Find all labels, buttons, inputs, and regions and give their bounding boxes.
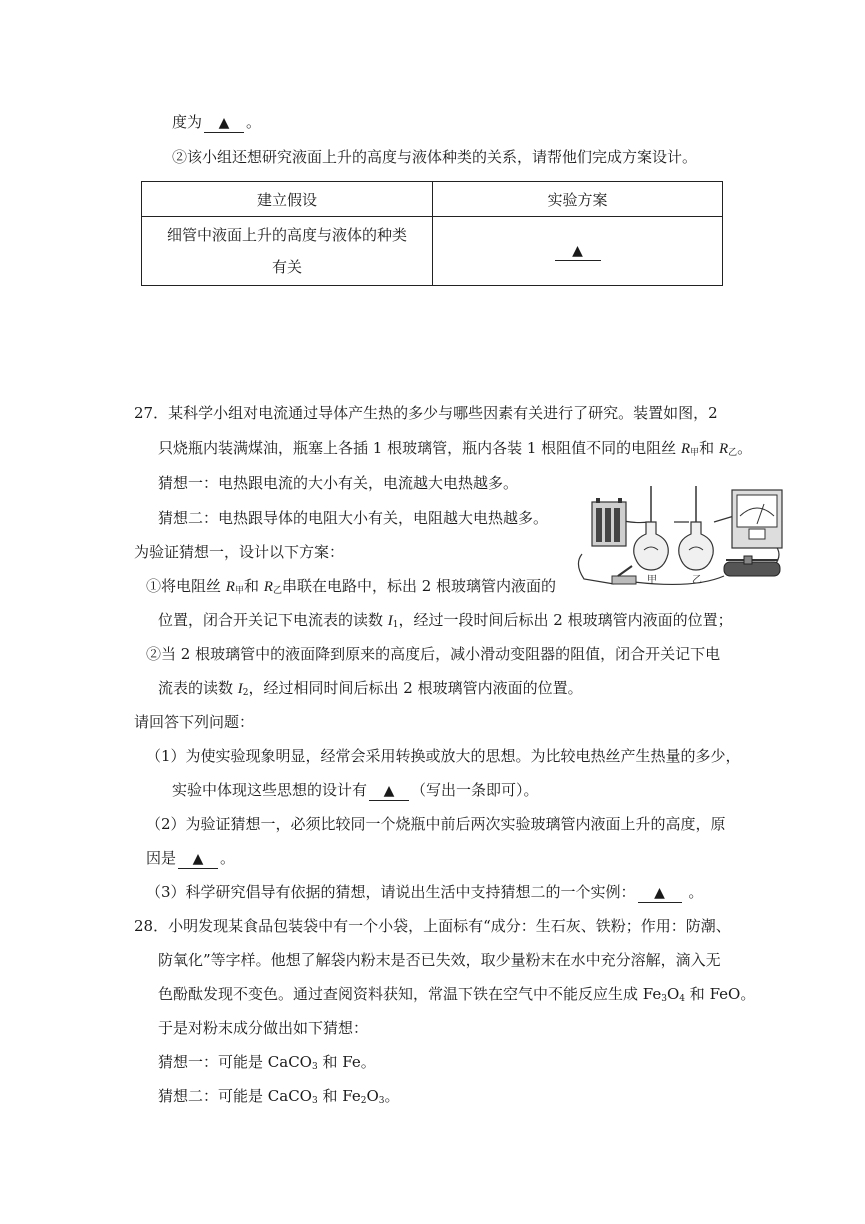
q27-part3: （3）科学研究倡导有依据的猜想，请说出生活中支持猜想二的一个实例： ▲ 。 xyxy=(146,883,704,901)
q28-stem-line4: 于是对粉末成分做出如下猜想： xyxy=(158,1019,369,1037)
q28-stem-line3: 色酚酞发现不变色。通过查阅资料获知，常温下铁在空气中不能反应生成 $Fe_3O_4$ 和 FeO。 xyxy=(158,985,756,1004)
answer-blank[interactable]: ▲ xyxy=(369,781,409,801)
hypothesis-table xyxy=(141,181,723,286)
q27-guess1: 猜想一：电热跟电流的大小有关，电流越大电热越多。 xyxy=(158,474,519,492)
q27-step1: ①将电阻丝 $R_甲$和 $R_乙$串联在电路中，标出 2 根玻璃管内液面的 xyxy=(146,577,557,596)
q27-part2: （2）为验证猜想一，必须比较同一个烧瓶中前后两次实验玻璃管内液面上升的高度，原 xyxy=(146,815,726,833)
rheostat-icon xyxy=(724,556,780,576)
q28-stem-line2: 防氧化”等字样。他想了解袋内粉末是否已失效，取少量粉末在水中充分溶解，滴入无 xyxy=(158,951,721,969)
table-header-hypothesis: 建立假设 xyxy=(142,182,433,217)
ammeter-icon xyxy=(732,490,782,548)
flask-yi-icon xyxy=(679,486,714,570)
table-header-plan: 实验方案 xyxy=(433,182,723,217)
table-cell-hypothesis: 细管中液面上升的高度与液体的种类有关 xyxy=(142,217,433,286)
q27-stem-line2: 只烧瓶内装满煤油，瓶塞上各插 1 根玻璃管，瓶内各装 1 根阻值不同的电阻丝 $R_甲$和 $R_乙$。 xyxy=(158,439,753,458)
flask-label-jia: 甲 xyxy=(647,575,657,586)
q27-guess2: 猜想二：电热跟导体的电阻大小有关，电阻越大电热越多。 xyxy=(158,509,549,527)
q27-step2: ②当 2 根玻璃管中的液面降到原来的高度后，减小滑动变阻器的阻值，闭合开关记下电 xyxy=(146,645,721,663)
flask-jia-icon xyxy=(634,486,669,570)
flask-label-yi: 乙 xyxy=(692,575,702,586)
subquestion-2: ②该小组还想研究液面上升的高度与液体种类的关系，请帮他们完成方案设计。 xyxy=(172,148,698,166)
q27-verify: 为验证猜想一，设计以下方案： xyxy=(134,543,345,561)
answer-blank[interactable]: ▲ xyxy=(638,883,682,903)
answer-blank[interactable]: ▲ xyxy=(204,113,244,133)
q27-part1: （1）为使实验现象明显，经常会采用转换或放大的思想。为比较电热丝产生热量的多少， xyxy=(146,747,741,765)
q27-part1-cont: 实验中体现这些思想的设计有 ▲ （写出一条即可）。 xyxy=(172,781,539,799)
q27-stem-line1: 27．某科学小组对电流通过导体产生热的多少与哪些因素有关进行了研究。装置如图，2 xyxy=(134,404,718,422)
continued-line: 度为 ▲ 。 xyxy=(172,113,262,131)
battery-icon xyxy=(592,498,626,546)
answer-blank[interactable]: ▲ xyxy=(178,849,218,869)
switch-icon xyxy=(612,566,636,584)
circuit-apparatus-figure xyxy=(574,484,789,592)
q27-step1-cont: 位置，闭合开关记下电流表的读数 $I_1$，经过一段时间后标出 2 根玻璃管内液面的位置； xyxy=(158,611,733,630)
q27-part2-cont: 因是 ▲ 。 xyxy=(146,849,236,867)
answer-blank[interactable]: ▲ xyxy=(555,241,601,261)
q28-stem-line1: 28．小明发现某食品包装袋中有一个小袋，上面标有“成分：生石灰、铁粉；作用：防潮、 xyxy=(134,917,731,935)
q28-guess2: 猜想二：可能是 CaCO$_3$ 和 $Fe_2O_3$。 xyxy=(158,1087,400,1106)
q27-ask: 请回答下列问题： xyxy=(134,713,255,731)
table-cell-plan[interactable] xyxy=(433,217,723,286)
q28-guess1: 猜想一：可能是 CaCO$_3$ 和 Fe。 xyxy=(158,1053,376,1072)
q27-step2-cont: 流表的读数 $I_2$，经过相同时间后标出 2 根玻璃管内液面的位置。 xyxy=(158,679,583,698)
